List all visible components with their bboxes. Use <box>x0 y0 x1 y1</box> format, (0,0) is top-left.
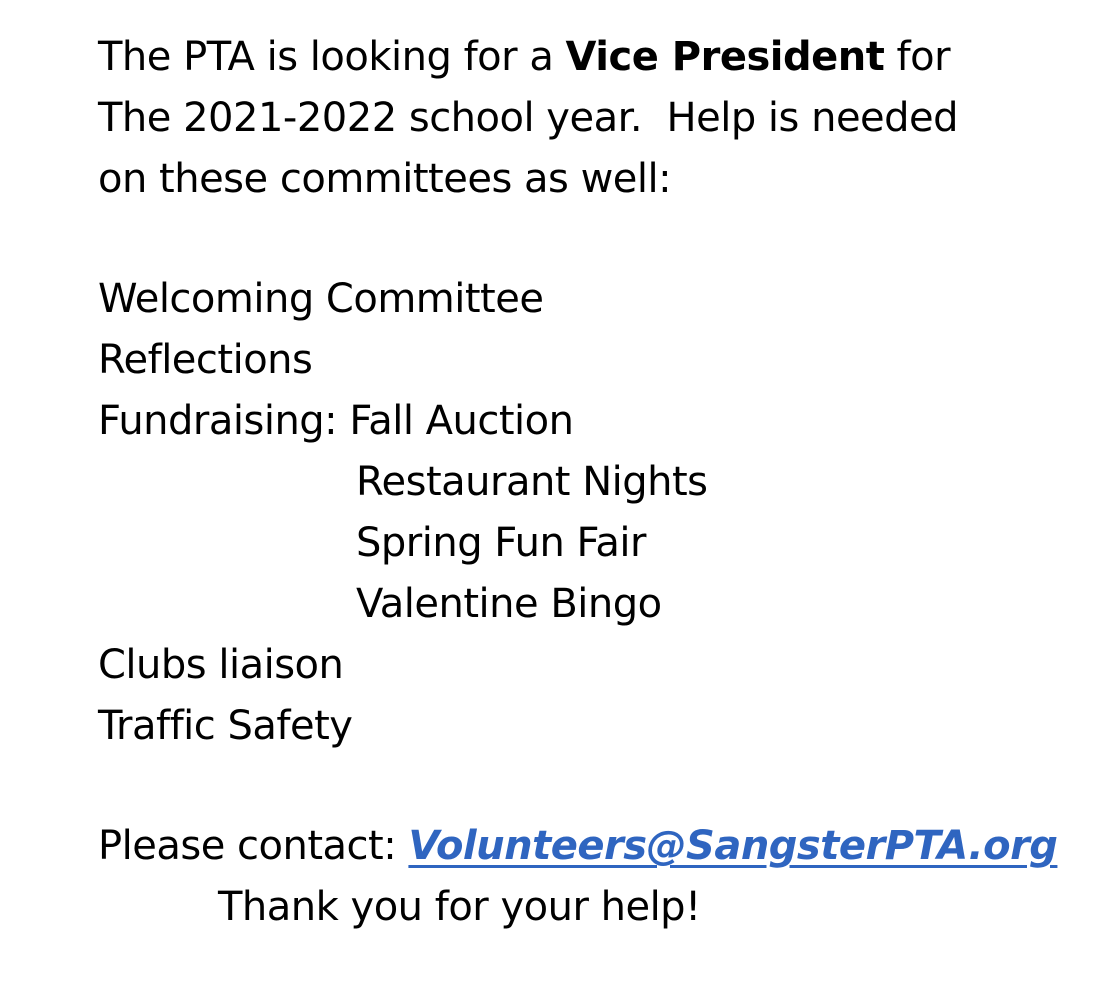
intro-line-3: on these committees as well: <box>98 156 672 202</box>
fundraising-item: Spring Fun Fair <box>356 520 646 566</box>
intro-line-1 <box>98 27 1111 88</box>
committee-welcoming: Welcoming Committee <box>98 276 544 322</box>
committee-reflections: Reflections <box>98 337 313 383</box>
fundraising-item: Valentine Bingo <box>356 581 662 627</box>
intro-text: The PTA is looking for a <box>98 34 566 80</box>
email-link[interactable]: Volunteers@SangsterPTA.org <box>408 823 1058 869</box>
committee-fundraising <box>98 391 1111 452</box>
contact-line <box>98 816 1111 877</box>
spacer <box>98 757 1111 816</box>
fundraising-item: Fall Auction <box>349 398 574 444</box>
volunteer-notice <box>98 27 1111 938</box>
committee-clubs-liaison: Clubs liaison <box>98 642 344 688</box>
spacer <box>98 210 1111 269</box>
fundraising-item: Restaurant Nights <box>356 459 708 505</box>
thank-you-message: Thank you for your help! <box>218 884 701 930</box>
intro-line-2: The 2021-2022 school year. Help is needed <box>98 95 959 141</box>
role-vice-president: Vice President <box>565 34 885 80</box>
contact-label: Please contact: <box>98 823 409 869</box>
intro-text-end: for <box>884 34 951 80</box>
committee-traffic-safety: Traffic Safety <box>98 703 353 749</box>
fundraising-label: Fundraising: <box>98 398 350 444</box>
